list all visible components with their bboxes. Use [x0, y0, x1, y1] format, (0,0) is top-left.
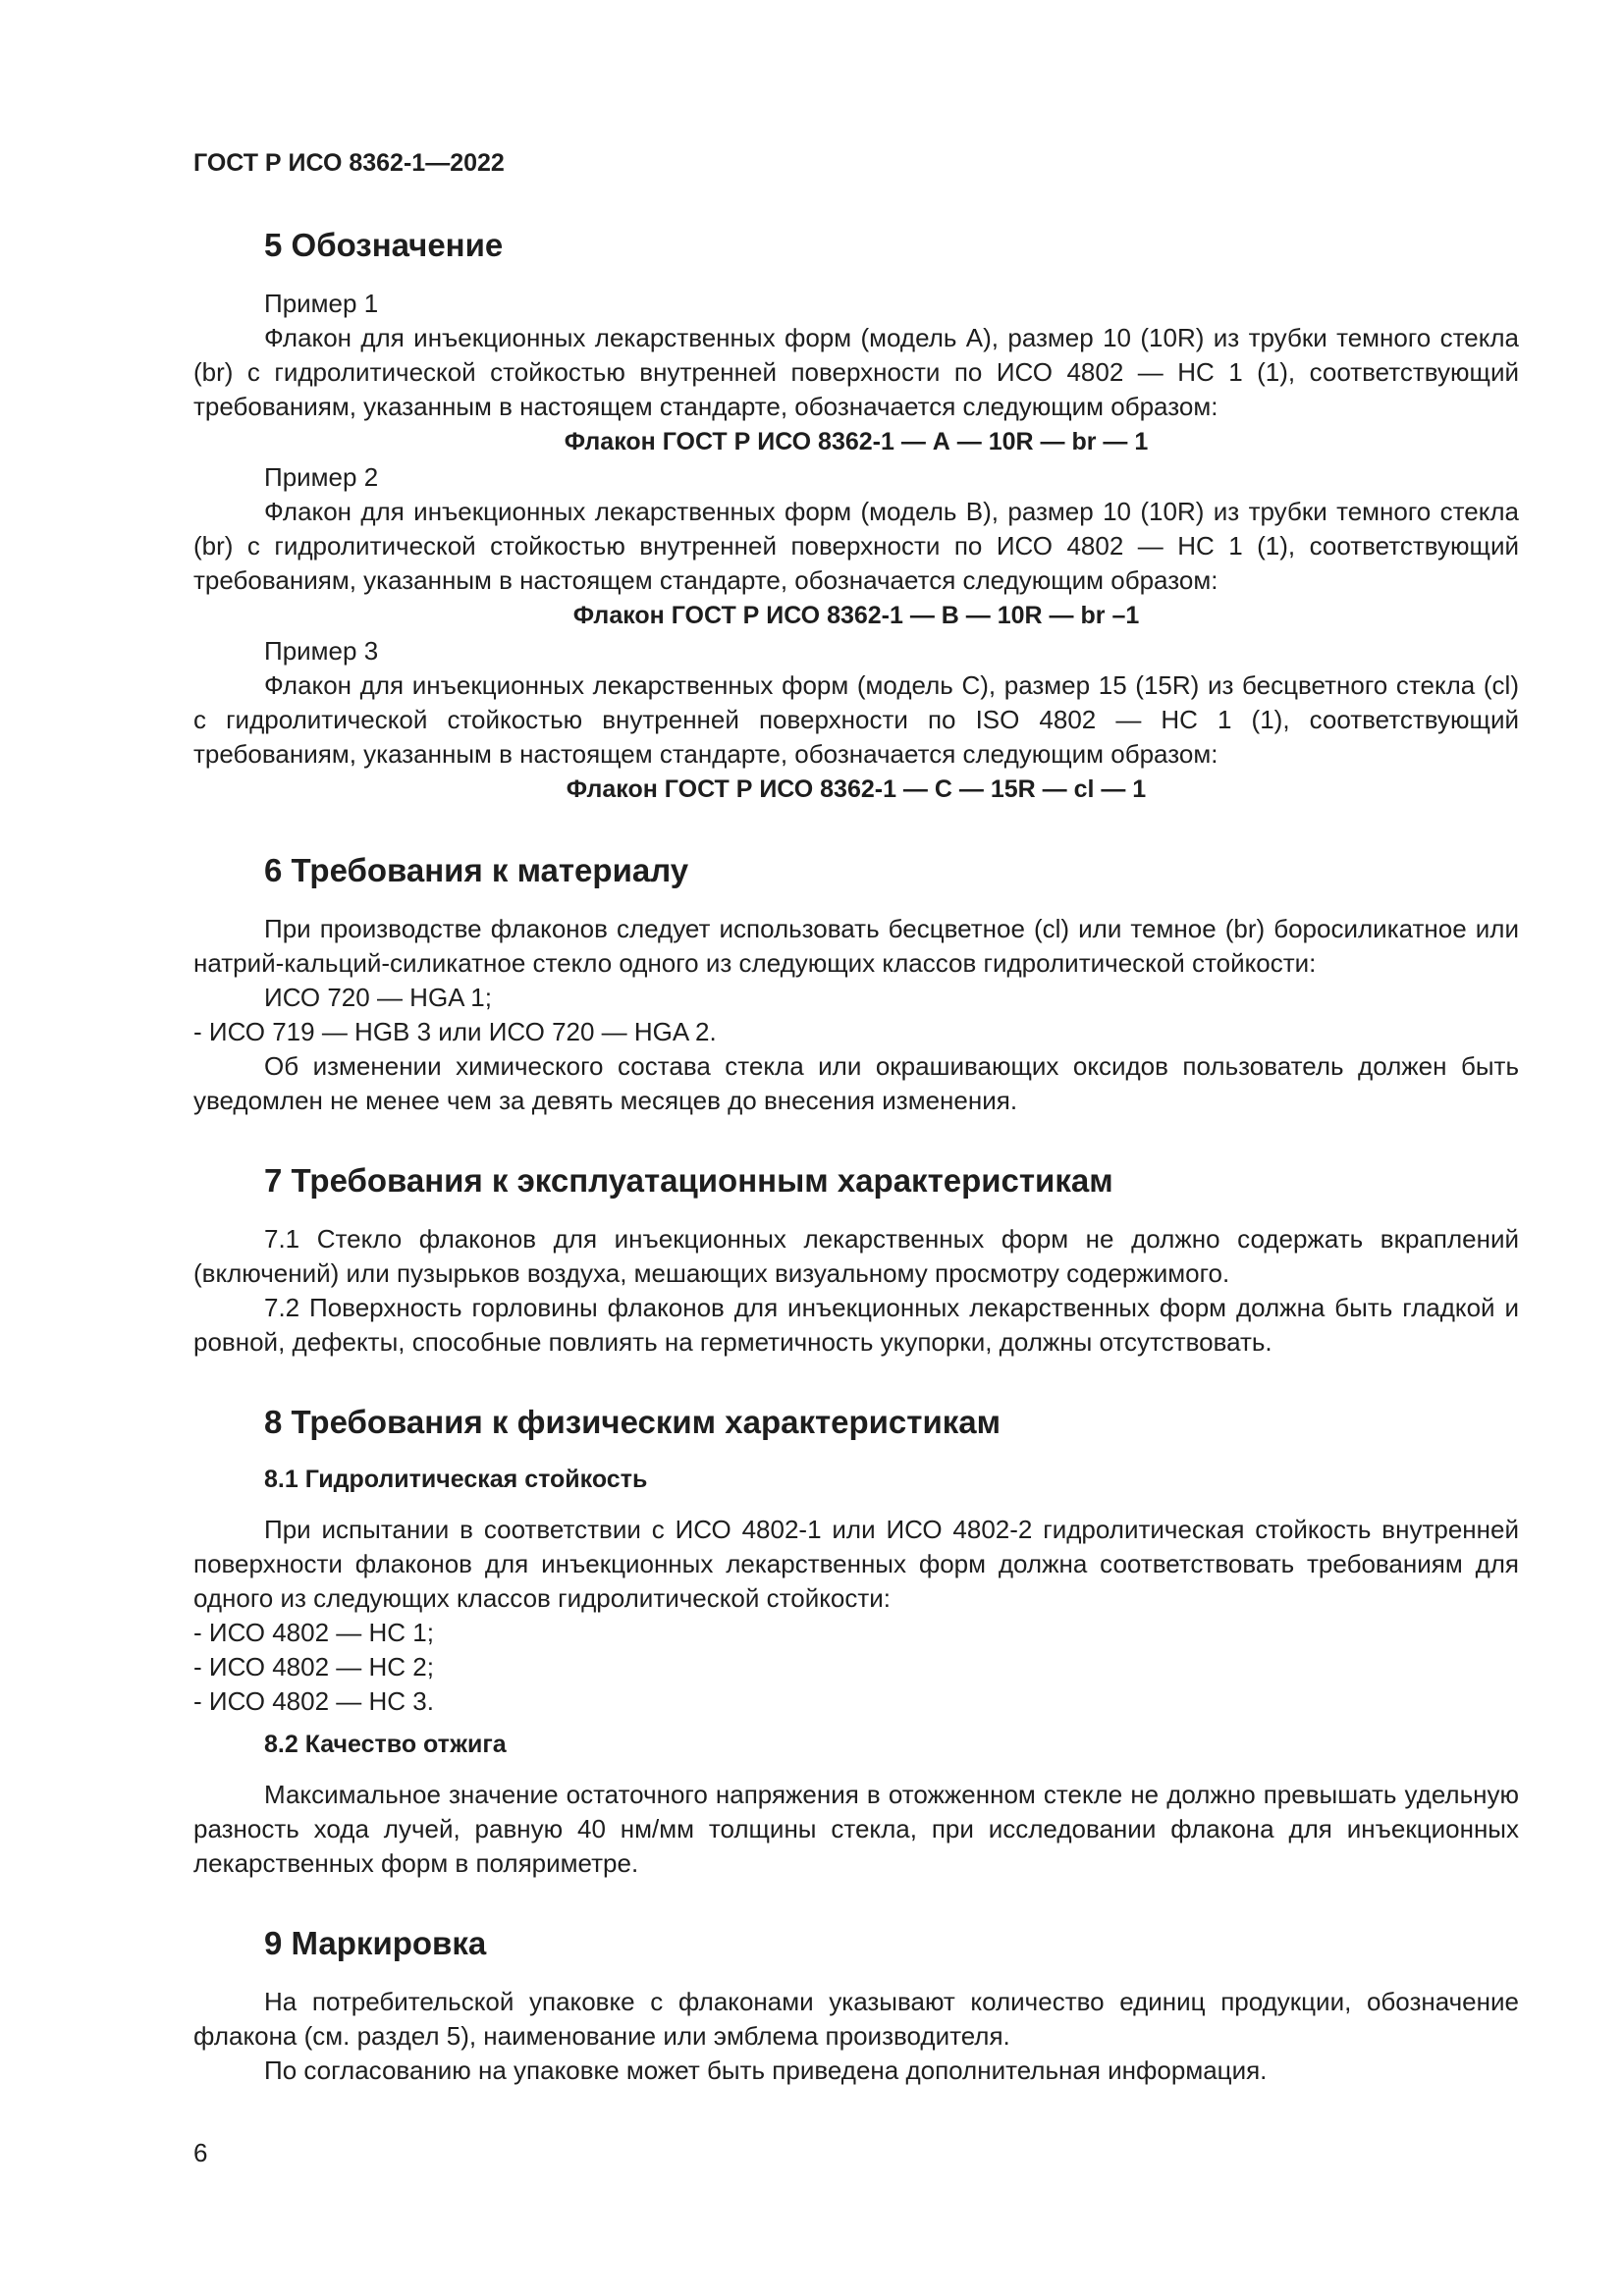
page-number: 6: [193, 2138, 208, 2167]
subsection-8-1-item-1: - ИСО 4802 — HC 1;: [193, 1618, 434, 1647]
section-9-p2: По согласованию на упаковке может быть приведена дополнительная информация.: [264, 2056, 1268, 2085]
example-2-text: Флакон для инъекционных лекарственных форм (модель В), размер 10 (10R) из трубки темного стекла (br) с гидролитической стойкостью внутренней поверхности по ИСО 4802 — HC 1 (1), соответствующий требованиям, указанным в настоящем стандарте, обозначается следующим образом:: [193, 497, 1519, 595]
example-1-designation: Флакон ГОСТ Р ИСО 8362-1 — А — 10R — br — 1: [564, 428, 1149, 455]
section-9-p1: На потребительской упаковке с флаконами указывают количество единиц продукции, обозначение флакона (см. раздел 5), наименование или эмблема производителя.: [193, 1987, 1519, 2051]
subsection-8-1-title: 8.1 Гидролитическая стойкость: [264, 1466, 648, 1493]
document-body: [193, 226, 1519, 2088]
subsection-8-1-item-2: - ИСО 4802 — HC 2;: [193, 1652, 434, 1682]
section-5-title: 5 Обозначение: [264, 227, 504, 263]
section-6-item-2: - ИСО 719 — HGB 3 или ИСО 720 — HGA 2.: [193, 1017, 717, 1046]
example-2-label: Пример 2: [264, 462, 379, 492]
subsection-8-1-text: При испытании в соответствии с ИСО 4802-1 или ИСО 4802-2 гидролитическая стойкость внутренней поверхности флаконов для инъекционных лекарственных форм должна соответствовать требованиям для одного из следующих классов гидролитической стойкости:: [193, 1515, 1519, 1613]
section-7-p1: 7.1 Стекло флаконов для инъекционных лекарственных форм не должно содержать вкраплений (включений) или пузырьков воздуха, мешающих визуальному просмотру содержимого.: [193, 1224, 1519, 1288]
example-3-designation: Флакон ГОСТ Р ИСО 8362-1 — С — 15R — cl — 1: [566, 775, 1147, 803]
example-3-text: Флакон для инъекционных лекарственных форм (модель С), размер 15 (15R) из бесцветного стекла (cl) с гидролитической стойкостью внутренней поверхности по ISO 4802 — HC 1 (1), соответствующий требованиям, указанным в настоящем стандарте, обозначается следующим образом:: [193, 670, 1519, 769]
section-6-note: Об изменении химического состава стекла или окрашивающих оксидов пользователь должен быть уведомлен не менее чем за девять месяцев до внесения изменения.: [193, 1051, 1519, 1115]
example-3-label: Пример 3: [264, 636, 379, 666]
example-1-label: Пример 1: [264, 289, 379, 318]
section-6-title: 6 Требования к материалу: [264, 852, 689, 888]
section-8-title: 8 Требования к физическим характеристикам: [264, 1404, 1001, 1440]
section-6-intro: При производстве флаконов следует использовать бесцветное (cl) или темное (br) боросиликатное или натрий-кальций-силикатное стекло одного из следующих классов гидролитической стойкости:: [193, 914, 1519, 978]
section-9-title: 9 Маркировка: [264, 1925, 487, 1961]
section-7-p2: 7.2 Поверхность горловины флаконов для инъекционных лекарственных форм должна быть гладкой и ровной, дефекты, способные повлиять на герметичность укупорки, должны отсутствовать.: [193, 1293, 1519, 1357]
section-7-title: 7 Требования к эксплуатационным характеристикам: [264, 1162, 1113, 1199]
example-1-text: Флакон для инъекционных лекарственных форм (модель А), размер 10 (10R) из трубки темного стекла (br) с гидролитической стойкостью внутренней поверхности по ИСО 4802 — HC 1 (1), соответствующий требованиям, указанным в настоящем стандарте, обозначается следующим образом:: [193, 323, 1519, 421]
subsection-8-1-item-3: - ИСО 4802 — HC 3.: [193, 1686, 434, 1716]
section-6-item-1: ИСО 720 — HGA 1;: [264, 983, 492, 1012]
document-header: ГОСТ Р ИСО 8362-1—2022: [193, 149, 505, 177]
subsection-8-2-title: 8.2 Качество отжига: [264, 1731, 507, 1758]
example-2-designation: Флакон ГОСТ Р ИСО 8362-1 — В — 10R — br –1: [572, 602, 1140, 629]
subsection-8-2-text: Максимальное значение остаточного напряжения в отожженном стекле не должно превышать удельную разность хода лучей, равную 40 нм/мм толщины стекла, при исследовании флакона для инъекционных лекарственных форм в поляриметре.: [193, 1780, 1519, 1878]
